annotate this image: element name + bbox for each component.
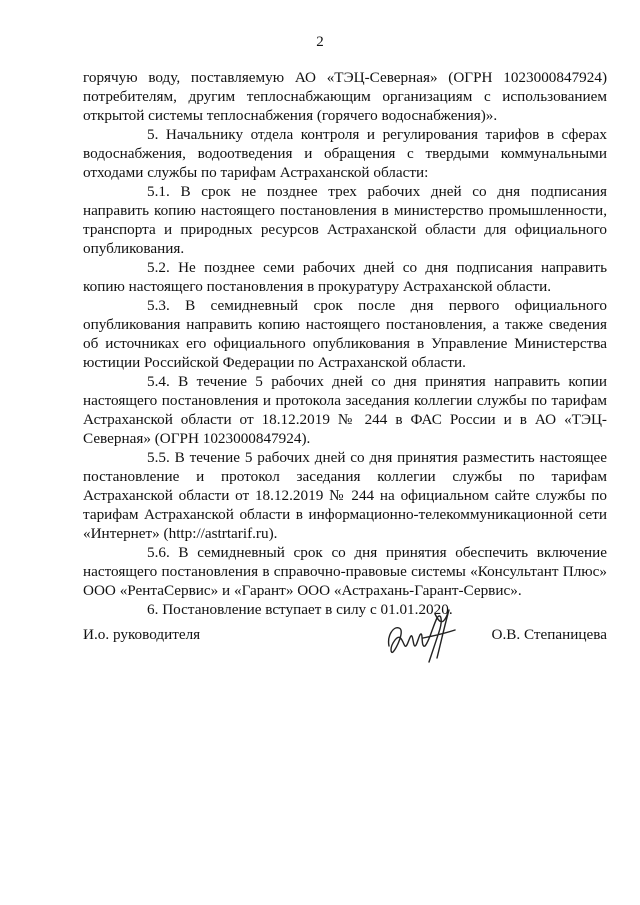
paragraph-continuation: горячую воду, поставляемую АО «ТЭЦ-Северная» (ОГРН 1023000847924) потребителям, другим теплоснабжающим организациям с использованием открытой системы теплоснабжения (горячего водоснабжения)». [83, 69, 607, 124]
page-number: 2 [316, 34, 324, 50]
signer-name: О.В. Степаницева [491, 626, 607, 643]
handwritten-signature [383, 608, 463, 668]
paragraph-6: 6. Постановление вступает в силу с 01.01.2020. [147, 601, 453, 618]
paragraph-5-1: 5.1. В срок не позднее трех рабочих дней со дня подписания направить копию настоящего постановления в министерство промышленности, транспорта и природных ресурсов Астраханской области для официального опубликования. [83, 183, 607, 257]
paragraph-5-4: 5.4. В течение 5 рабочих дней со дня принятия направить копии настоящего постановления и протокола заседания коллегии службы по тарифам Астраханской области от 18.12.2019 № 244 в ФАС России и в АО «ТЭЦ-Северная» (ОГРН 1023000847924). [83, 373, 607, 447]
position-title: И.о. руководителя [83, 626, 201, 643]
document-body [83, 68, 607, 619]
paragraph-5-3: 5.3. В семидневный срок после дня первого официального опубликования направить копию настоящего постановления, а также сведения об источниках его официального опубликования в Управление Министерства юстиции Российской Федерации по Астраханской области. [83, 297, 607, 371]
paragraph-5-5: 5.5. В течение 5 рабочих дней со дня принятия разместить настоящее постановление и протокол заседания коллегии службы по тарифам Астраханской области от 18.12.2019 № 244 на официальном сайте службы по тарифам Астраханской области в информационно-телекоммуникационной сети «Интернет» (http://astrtarif.ru). [83, 449, 607, 542]
paragraph-5: 5. Начальнику отдела контроля и регулирования тарифов в сферах водоснабжения, водоотведения и обращения с твердыми коммунальными отходами службы по тарифам Астраханской области: [83, 126, 607, 181]
signature-block [83, 620, 607, 670]
paragraph-5-2: 5.2. Не позднее семи рабочих дней со дня подписания направить копию настоящего постановления в прокуратуру Астраханской области. [83, 259, 607, 295]
paragraph-5-6: 5.6. В семидневный срок со дня принятия обеспечить включение настоящего постановления в справочно-правовые системы «Консультант Плюс» ООО «РентаСервис» и «Гарант» ООО «Астрахань-Гарант-Сервис». [83, 544, 607, 599]
